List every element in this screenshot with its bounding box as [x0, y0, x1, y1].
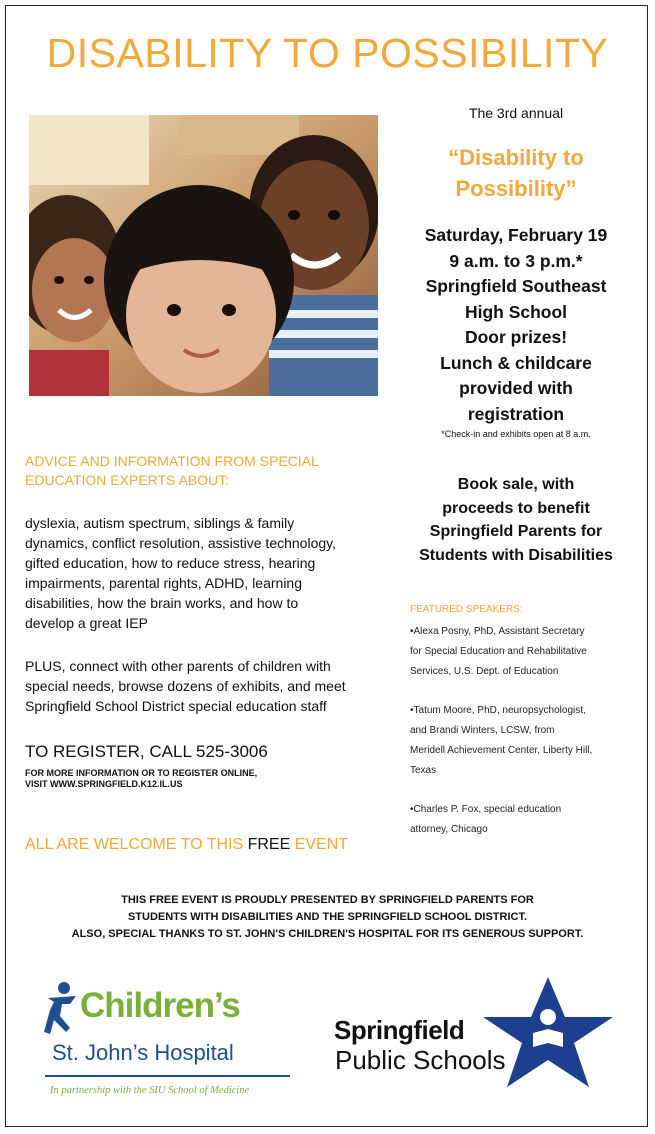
book-sale-line: Students with Disabilities [419, 546, 613, 564]
speaker-line: •Alexa Posny, PhD, Assistant Secretary [410, 626, 585, 637]
thanks-line: THIS FREE EVENT IS PROUDLY PRESENTED BY SPRINGFIELD PARENTS FOR [121, 894, 534, 906]
speaker-item [410, 622, 625, 682]
speaker-line: •Tatum Moore, PhD, neuropsychologist, [410, 705, 586, 716]
speaker-item [410, 800, 625, 840]
springfield-wordmark: Springfield [334, 1015, 465, 1045]
child-figure-icon [40, 980, 82, 1040]
quote-line: Possibility” [455, 176, 577, 201]
topics-line: dynamics, conflict resolution, assistive technology, [25, 535, 336, 551]
speaker-line: for Special Education and Rehabilitative [410, 646, 587, 657]
event-details [398, 223, 634, 427]
topics-line: gifted education, how to reduce stress, hearing [25, 555, 316, 571]
topics-line: disabilities, how the brain works, and how to [25, 595, 299, 611]
advice-heading-line: ADVICE AND INFORMATION FROM SPECIAL [25, 453, 319, 469]
hospital-name: St. John’s Hospital [52, 1040, 234, 1065]
childrens-wordmark: Children’s [80, 986, 240, 1025]
more-info-line: VISIT WWW.SPRINGFIELD.K12.IL.US [25, 779, 183, 789]
book-sale-line: Springfield Parents for [429, 523, 603, 540]
register-more-info [25, 768, 403, 790]
event-lunch: Lunch & childcare [440, 352, 592, 373]
advice-plus [25, 656, 403, 716]
speaker-line: Services, U.S. Dept. of Education [410, 666, 559, 677]
quote-line: “Disability to [448, 145, 584, 170]
event-lunch: registration [467, 403, 565, 424]
topics-line: impairments, parental rights, ADHD, learning [25, 575, 303, 591]
sponsor-thanks [20, 892, 635, 943]
logo-divider [45, 1075, 290, 1077]
register-call: TO REGISTER, CALL 525-3006 [25, 742, 268, 761]
event-lunch: provided with [459, 378, 573, 398]
welcome-free: FREE [247, 836, 291, 853]
speaker-item [410, 701, 625, 781]
children-photo [29, 115, 378, 396]
event-quote-title [398, 142, 634, 204]
book-sale-line: Book sale, with [457, 476, 575, 493]
event-prizes: Door prizes! [464, 327, 568, 347]
speakers-heading: FEATURED SPEAKERS: [410, 604, 523, 615]
speaker-line: Meridell Achievement Center, Liberty Hill, [410, 745, 593, 756]
welcome-after: EVENT [290, 836, 349, 853]
plus-line: Springfield School District special education staff [25, 698, 327, 714]
checkin-note: *Check-in and exhibits open at 8 a.m. [441, 429, 591, 439]
book-sale-line: proceeds to benefit [442, 499, 590, 517]
thanks-line: ALSO, SPECIAL THANKS TO ST. JOHN'S CHILDREN'S HOSPITAL FOR ITS GENEROUS SUPPORT. [71, 928, 584, 940]
topics-line: dyslexia, autism spectrum, siblings & family [25, 515, 295, 531]
plus-line: PLUS, connect with other parents of children with [25, 658, 331, 674]
book-sale [400, 473, 632, 567]
welcome-before: ALL ARE WELCOME TO THIS [25, 836, 248, 853]
more-info-line: FOR MORE INFORMATION OR TO REGISTER ONLINE, [25, 768, 258, 778]
welcome-line [25, 836, 403, 854]
event-time: 9 a.m. to 3 p.m.* [449, 250, 583, 271]
topics-line: develop a great IEP [25, 615, 148, 631]
speaker-line: and Brandi Winters, LCSW, from [410, 725, 555, 736]
event-venue: Springfield Southeast [425, 276, 607, 296]
speaker-line: Texas [410, 765, 437, 776]
springfield-schools-logo [333, 975, 633, 1100]
speaker-line: attorney, Chicago [410, 824, 488, 835]
plus-line: special needs, browse dozens of exhibits, and meet [25, 678, 346, 694]
speaker-line: •Charles P. Fox, special education [410, 804, 562, 815]
partnership-note: In partnership with the SIU School of Medicine [50, 1085, 250, 1096]
advice-topics [25, 513, 403, 633]
public-schools-wordmark: Public Schools [335, 1045, 506, 1075]
event-venue: High School [464, 301, 568, 322]
event-annual: The 3rd annual [468, 105, 564, 121]
childrens-hospital-logo [40, 980, 295, 1110]
event-date: Saturday, February 19 [424, 225, 608, 245]
thanks-line: STUDENTS WITH DISABILITIES AND THE SPRINGFIELD SCHOOL DISTRICT. [127, 911, 528, 923]
advice-heading [25, 452, 403, 490]
poster-title: DISABILITY TO POSSIBILITY [46, 30, 609, 76]
advice-heading-line: EDUCATION EXPERTS ABOUT: [25, 472, 230, 488]
